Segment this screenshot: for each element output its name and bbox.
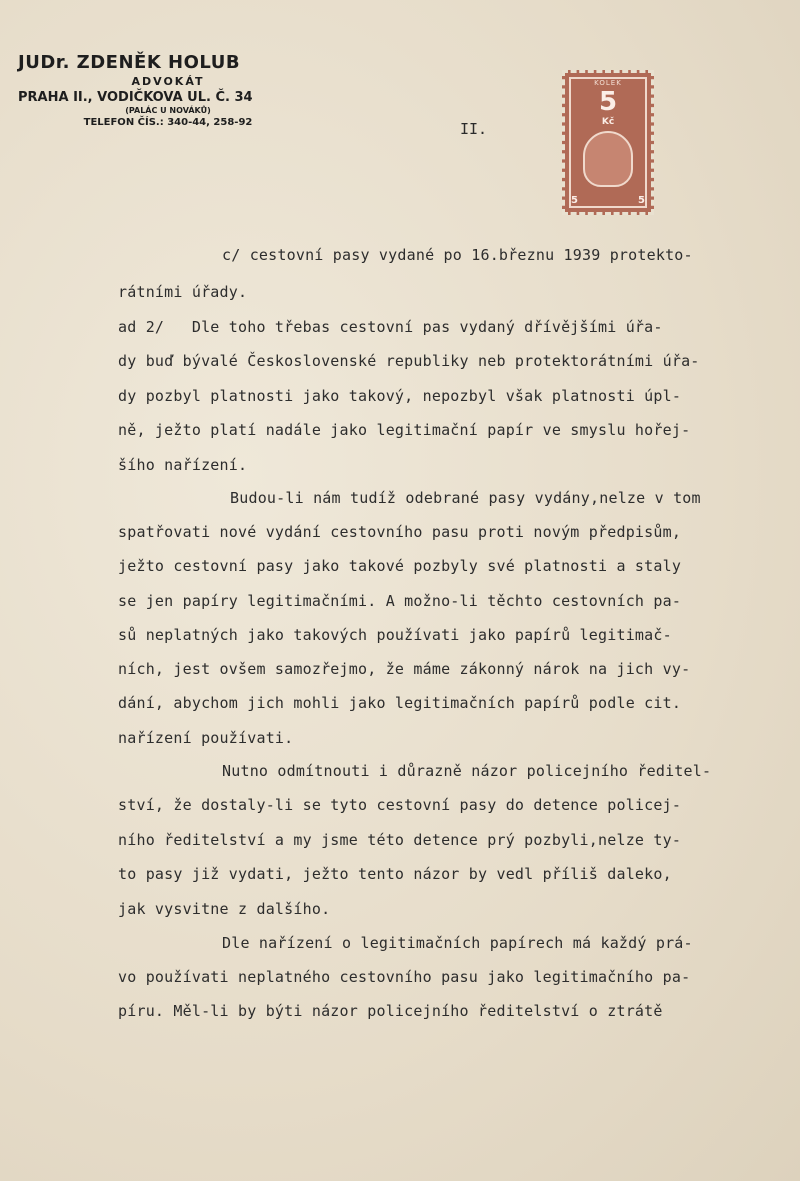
body-line: píru. Měl-li by býti názor policejního ředitelství o ztrátě bbox=[118, 1002, 663, 1020]
letterhead-name: JUDr. ZDENĚK HOLUB bbox=[18, 52, 241, 73]
body-line: sů neplatných jako takových používati jako papírů legitimač- bbox=[118, 626, 672, 644]
stamp-value: 5 bbox=[598, 87, 618, 117]
body-line: nařízení používati. bbox=[118, 729, 294, 747]
letterhead-phone: TELEFON ČÍS.: 340-44, 258-92 bbox=[83, 117, 253, 128]
body-line: dání, abychom jich mohli jako legitimačních papírů podle cit. bbox=[118, 694, 682, 712]
body-line: Budou-li nám tudíž odebrané pasy vydány,nelze v tom bbox=[230, 489, 701, 507]
body-line: šího nařízení. bbox=[118, 456, 248, 474]
body-line: Nutno odmítnouti i důrazně názor policejního ředitel- bbox=[222, 762, 712, 780]
body-line: spatřovati nové vydání cestovního pasu proti novým předpisům, bbox=[118, 523, 682, 541]
body-line: ad 2/ Dle toho třebas cestovní pas vydaný dřívějšími úřa- bbox=[118, 318, 663, 336]
page-number: II. bbox=[460, 120, 488, 138]
body-line: c/ cestovní pasy vydané po 16.březnu 1939 protekto- bbox=[222, 246, 693, 264]
stamp-corner-right: 5 bbox=[638, 195, 645, 206]
stamp-label: KOLEK bbox=[594, 79, 622, 87]
body-line: rátními úřady. bbox=[118, 283, 248, 301]
body-line: se jen papíry legitimačními. A možno-li těchto cestovních pa- bbox=[118, 592, 682, 610]
body-line: jak vysvitne z dalšího. bbox=[118, 900, 331, 918]
body-line: dy buď bývalé Československé republiky neb protektorátními úřa- bbox=[118, 352, 700, 370]
stamp-currency: Kč bbox=[601, 117, 615, 127]
letterhead-title: ADVOKÁT bbox=[131, 75, 205, 88]
letterhead-building: (PALÁC U NOVÁKŮ) bbox=[125, 106, 211, 115]
body-line: to pasy již vydati, ježto tento názor by vedl příliš daleko, bbox=[118, 865, 672, 883]
body-line: Dle nařízení o legitimačních papírech má každý prá- bbox=[222, 934, 693, 952]
letterhead-address: PRAHA II., VODIČKOVA UL. Č. 34 bbox=[18, 90, 253, 105]
stamp-corner-left: 5 bbox=[571, 195, 578, 206]
body-line: ně, ježto platí nadále jako legitimační papír ve smyslu hořej- bbox=[118, 421, 691, 439]
body-line: ství, že dostaly-li se tyto cestovní pasy do detence policej- bbox=[118, 796, 682, 814]
body-line: dy pozbyl platnosti jako takový, nepozbyl však platnosti úpl- bbox=[118, 387, 682, 405]
body-line: ních, jest ovšem samozřejmo, že máme zákonný nárok na jich vy- bbox=[118, 660, 691, 678]
body-line: ježto cestovní pasy jako takové pozbyly své platnosti a staly bbox=[118, 557, 682, 575]
body-line: ního ředitelství a my jsme této detence prý pozbyli,nelze ty- bbox=[118, 831, 682, 849]
body-line: vo používati neplatného cestovního pasu jako legitimačního pa- bbox=[118, 968, 691, 986]
